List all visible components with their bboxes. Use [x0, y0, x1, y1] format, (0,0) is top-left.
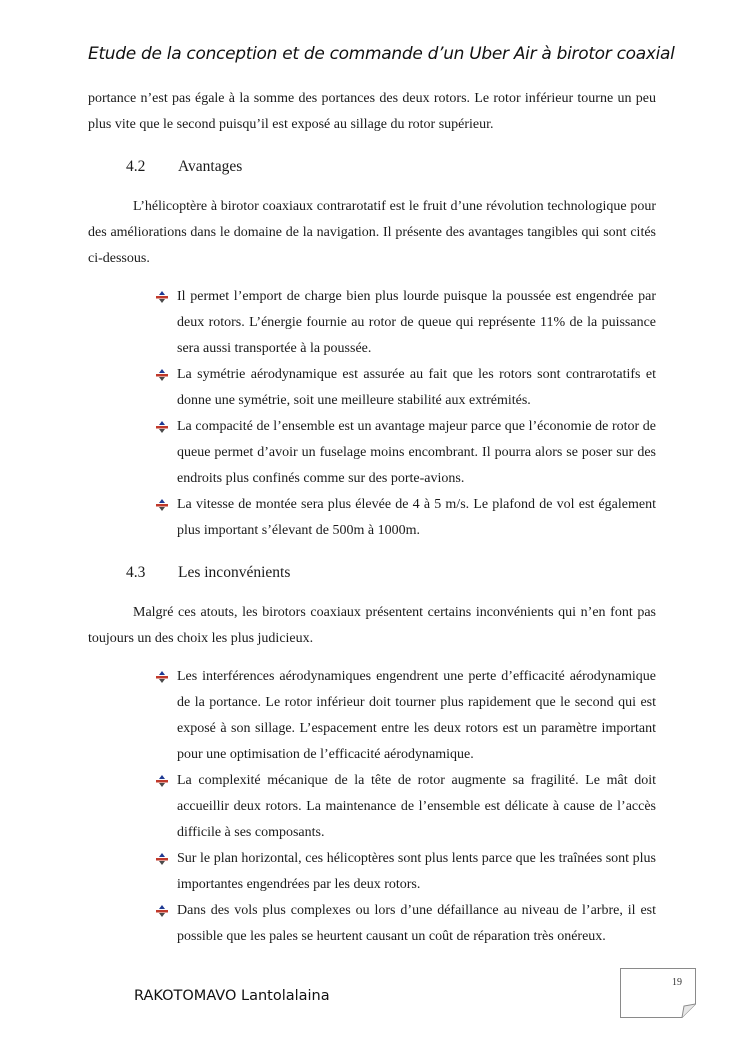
arrow-bullet-icon: [156, 499, 168, 511]
section-paragraph: L’hélicoptère à birotor coaxiaux contrarotatif est le fruit d’une révolution technologique pour des améliorations dans le domaine de la navigation. Il présente des avantages tangibles qui sont cités ci-dessous.: [88, 199, 656, 266]
list-item: La symétrie aérodynamique est assurée au fait que les rotors sont contrarotatifs et donne une symétrie, soit une meilleure stabilité aux extrémités.: [177, 362, 656, 414]
list-item: La vitesse de montée sera plus élevée de 4 à 5 m/s. Le plafond de vol est également plus important s’élevant de 500m à 1000m.: [177, 492, 656, 544]
section-heading-4-3: [126, 560, 656, 586]
arrow-bullet-icon: [156, 905, 168, 917]
page-body: [88, 86, 656, 950]
list-item: La complexité mécanique de la tête de rotor augmente sa fragilité. Le mât doit accueillir deux rotors. La maintenance de l’ensemble est délicate à cause de l’accès difficile à ses composants.: [177, 768, 656, 846]
section-number: 4.3: [126, 564, 146, 581]
arrow-bullet-icon: [156, 421, 168, 433]
list-item: La compacité de l’ensemble est un avantage majeur parce que l’économie de rotor de queue permet d’avoir un fuselage moins encombrant. Il pourra alors se poser sur des endroits plus confinés comme sur des porte-avions.: [177, 414, 656, 492]
section-number: 4.2: [126, 158, 146, 175]
arrow-bullet-icon: [156, 775, 168, 787]
page-number: 19: [672, 977, 682, 988]
running-header: Etude de la conception et de commande d’un Uber Air à birotor coaxial: [88, 44, 675, 64]
disadvantages-list: [88, 664, 656, 950]
list-item: Sur le plan horizontal, ces hélicoptères sont plus lents parce que les traînées sont plus importantes engendrées par les deux rotors.: [177, 846, 656, 898]
arrow-bullet-icon: [156, 853, 168, 865]
section-title: Avantages: [178, 158, 243, 175]
list-item: Dans des vols plus complexes ou lors d’une défaillance au niveau de l’arbre, il est possible que les pales se heurtent causant un coût de réparation très onéreux.: [177, 898, 656, 950]
page-number-frame: [620, 968, 696, 1018]
section-paragraph: Malgré ces atouts, les birotors coaxiaux présentent certains inconvénients qui n’en font pas toujours un des choix les plus judicieux.: [88, 605, 656, 646]
intro-paragraph: portance n’est pas égale à la somme des portances des deux rotors. Le rotor inférieur tourne un peu plus vite que le second puisqu’il est exposé au sillage du rotor supérieur.: [88, 91, 656, 132]
list-item: Il permet l’emport de charge bien plus lourde puisque la poussée est engendrée par deux rotors. L’énergie fournie au rotor de queue qui représente 11% de la puissance sera aussi transportée à la poussée.: [177, 284, 656, 362]
arrow-bullet-icon: [156, 671, 168, 683]
author-footer: RAKOTOMAVO Lantolalaina: [134, 988, 330, 1004]
arrow-bullet-icon: [156, 291, 168, 303]
advantages-list: [88, 284, 656, 544]
section-heading-4-2: [126, 154, 656, 180]
section-title: Les inconvénients: [178, 564, 291, 581]
arrow-bullet-icon: [156, 369, 168, 381]
list-item: Les interférences aérodynamiques engendrent une perte d’efficacité aérodynamique de la portance. Le rotor inférieur doit tourner plus rapidement que le second qui est exposé à son sillage. L’espacement entre les deux rotors est un paramètre important pour une optimisation de l’efficacité aérodynamique.: [177, 664, 656, 768]
